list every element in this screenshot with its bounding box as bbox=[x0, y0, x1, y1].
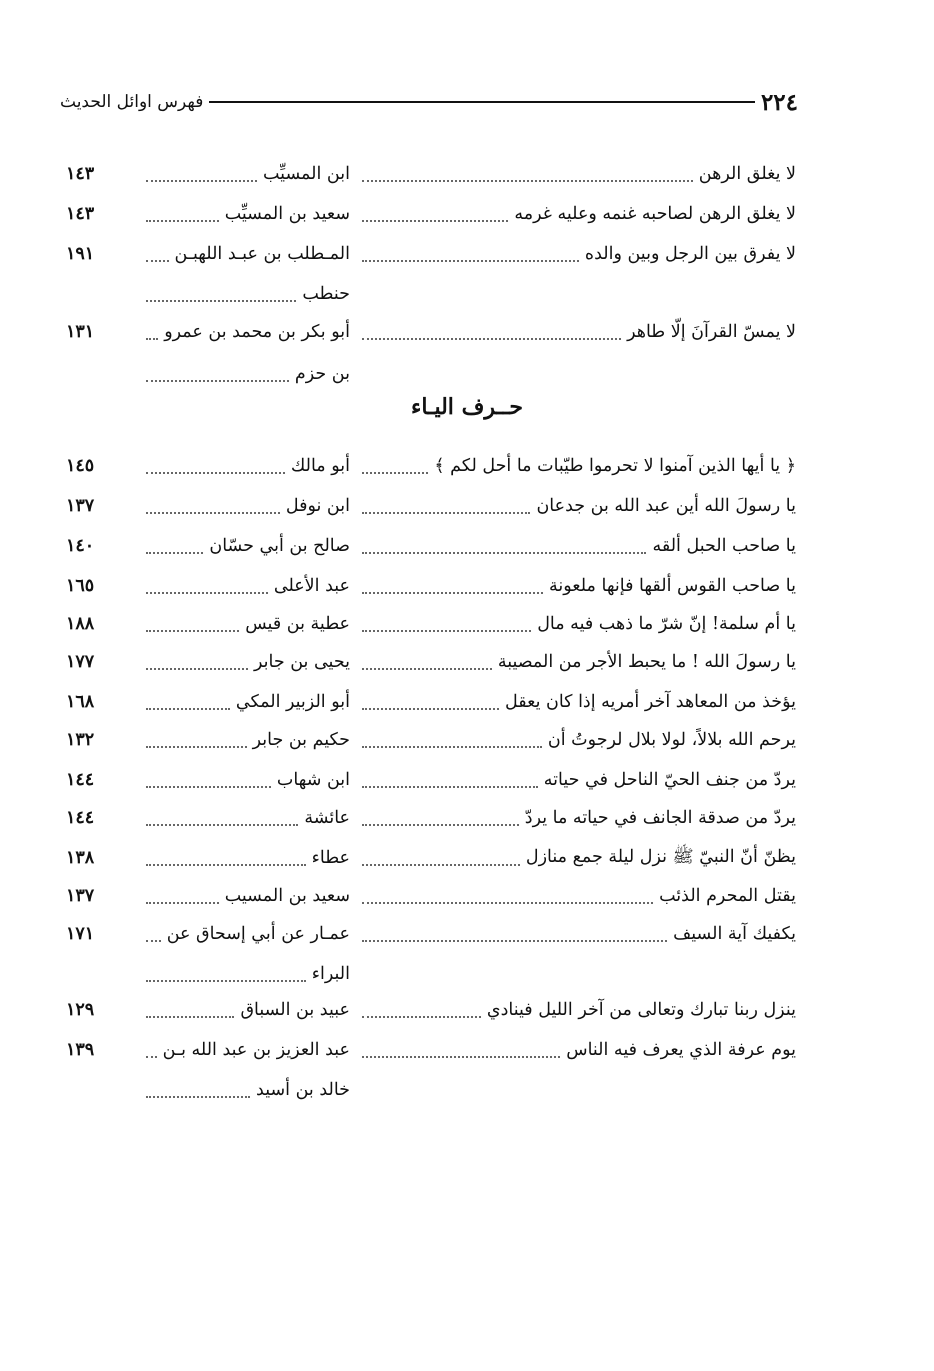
hadith-cell bbox=[356, 448, 796, 484]
leader-dots bbox=[146, 166, 257, 182]
hadith-text: يردّ من جنف الحيّ الناحل في حياته bbox=[543, 770, 796, 790]
page-ref: ١٤٠ bbox=[66, 536, 95, 556]
page-ref: ١٣٢ bbox=[66, 730, 95, 750]
index-entry bbox=[0, 488, 934, 524]
leader-dots bbox=[362, 654, 492, 670]
narrator-text: عمـار عن أبي إسحاق عن bbox=[166, 924, 350, 944]
hadith-cell bbox=[356, 488, 796, 524]
page-ref: ١٤٥ bbox=[66, 456, 95, 476]
page-ref bbox=[66, 276, 128, 312]
leader-dots bbox=[362, 206, 508, 222]
hadith-text: لا يغلق الرهن bbox=[698, 164, 796, 184]
page-ref: ١٤٤ bbox=[66, 808, 95, 828]
leader-dots bbox=[146, 732, 247, 748]
narrator-cell bbox=[140, 488, 350, 524]
narrator-text: عبد الأعلى bbox=[273, 576, 350, 596]
hadith-text: يا صاحب الحبل ألقه bbox=[652, 536, 796, 556]
narrator-cell bbox=[140, 606, 350, 642]
page-ref: ١٤٣ bbox=[66, 164, 95, 184]
index-entry bbox=[0, 314, 934, 350]
hadith-text: يقتل المحرم الذئب bbox=[659, 886, 796, 906]
narrator-text: عبيد بن السباق bbox=[240, 1000, 350, 1020]
index-entry bbox=[0, 722, 934, 758]
leader-dots bbox=[146, 498, 280, 514]
index-entry bbox=[0, 762, 934, 798]
hadith-text: يوم عرفة الذي يعرف فيه الناس bbox=[566, 1040, 796, 1060]
hadith-cell bbox=[356, 356, 796, 392]
index-entry bbox=[0, 684, 934, 720]
leader-dots bbox=[362, 926, 667, 942]
page-ref: ١٦٨ bbox=[66, 692, 95, 712]
hadith-text: ﴿ يا أيها الذين آمنوا لا تحرموا طيّبات ما أحل لكم ﴾ bbox=[434, 456, 796, 476]
hadith-text: يا أم سلمة! إنّ شرّ ما ذهب فيه مال bbox=[537, 614, 796, 634]
hadith-cell bbox=[356, 722, 796, 758]
leader-dots bbox=[146, 366, 289, 382]
running-title: فهرس اوائل الحديث bbox=[60, 92, 204, 112]
index-entry bbox=[0, 196, 934, 232]
index-entry bbox=[0, 156, 934, 192]
page-ref: ١٤٣ bbox=[66, 204, 95, 224]
page-ref: ١٦٥ bbox=[66, 576, 95, 596]
hadith-cell bbox=[356, 800, 796, 836]
page-ref: ١٧١ bbox=[66, 924, 95, 944]
hadith-text: لا يغلق الرهن لصاحبه غنمه وعليه غرمه bbox=[514, 204, 796, 224]
leader-dots bbox=[362, 1042, 560, 1058]
section-heading bbox=[0, 394, 934, 434]
section-title-text: حــرف اليـاء bbox=[410, 394, 524, 420]
narrator-cell bbox=[140, 236, 350, 272]
hadith-text: يا رسولَ الله أين عبد الله بن جدعان bbox=[536, 496, 796, 516]
index-entry bbox=[0, 606, 934, 642]
narrator-cell bbox=[140, 684, 350, 720]
leader-dots bbox=[362, 850, 520, 866]
leader-dots bbox=[146, 538, 203, 554]
leader-dots bbox=[146, 286, 296, 302]
page-ref: ١٢٩ bbox=[66, 1000, 95, 1020]
hadith-cell bbox=[356, 196, 796, 232]
narrator-cell bbox=[140, 1032, 350, 1068]
narrator-text: ابن نوفل bbox=[285, 496, 350, 516]
hadith-cell bbox=[356, 762, 796, 798]
hadith-text: يا رسولَ الله ! ما يحبط الأجر من المصيبة bbox=[497, 652, 796, 672]
narrator-text: بن حزم bbox=[294, 364, 350, 384]
leader-dots bbox=[146, 810, 298, 826]
narrator-cell bbox=[140, 762, 350, 798]
index-entry bbox=[0, 1032, 934, 1068]
leader-dots bbox=[146, 966, 306, 982]
narrator-cell bbox=[140, 356, 350, 392]
leader-dots bbox=[362, 772, 538, 788]
hadith-text: يكفيك آية السيف bbox=[673, 924, 796, 944]
narrator-text: حنطب bbox=[302, 284, 350, 304]
narrator-text: عبد العزيز بن عبد الله بـن bbox=[162, 1040, 350, 1060]
page-ref: ١٣٨ bbox=[66, 848, 95, 868]
narrator-text: يحيى بن جابر bbox=[253, 652, 350, 672]
page-ref: ١٣١ bbox=[66, 322, 95, 342]
leader-dots bbox=[146, 1002, 234, 1018]
narrator-text: أبو مالك bbox=[290, 456, 350, 476]
index-entry bbox=[0, 992, 934, 1028]
page-number: ٢٢٤ bbox=[760, 88, 798, 116]
page-ref: ١٣٧ bbox=[66, 496, 95, 516]
page-ref: ١٣٩ bbox=[66, 1040, 95, 1060]
narrator-cell bbox=[140, 568, 350, 604]
narrator-cell bbox=[140, 448, 350, 484]
hadith-text: يؤخذ من المعاهد آخر أمريه إذا كان يعقل bbox=[505, 692, 796, 712]
index-entry bbox=[0, 448, 934, 484]
leader-dots bbox=[146, 694, 230, 710]
hadith-cell bbox=[356, 684, 796, 720]
hadith-cell bbox=[356, 840, 796, 876]
page-ref: ١٣٧ bbox=[66, 886, 95, 906]
hadith-cell bbox=[356, 992, 796, 1028]
narrator-cell bbox=[140, 156, 350, 192]
leader-dots bbox=[146, 850, 306, 866]
hadith-cell bbox=[356, 276, 796, 312]
hadith-cell bbox=[356, 1032, 796, 1068]
index-entry bbox=[0, 644, 934, 680]
leader-dots bbox=[146, 246, 169, 262]
leader-dots bbox=[362, 324, 621, 340]
narrator-cell bbox=[140, 314, 350, 350]
leader-dots bbox=[146, 1082, 250, 1098]
hadith-cell bbox=[356, 528, 796, 564]
index-entry bbox=[0, 878, 934, 914]
hadith-text: يظنّ أنّ النبيّ ﷺ نزل ليلة جمع منازل bbox=[525, 847, 796, 867]
narrator-cell bbox=[140, 800, 350, 836]
narrator-text: حكيم بن جابر bbox=[252, 730, 350, 750]
leader-dots bbox=[146, 888, 219, 904]
leader-dots bbox=[362, 538, 646, 554]
narrator-text: أبو الزبير المكي bbox=[235, 692, 350, 712]
hadith-cell bbox=[356, 1072, 796, 1108]
leader-dots bbox=[146, 654, 248, 670]
leader-dots bbox=[362, 694, 499, 710]
index-entry bbox=[0, 956, 934, 992]
index-entry bbox=[0, 800, 934, 836]
leader-dots bbox=[362, 458, 428, 474]
leader-dots bbox=[146, 616, 239, 632]
hadith-text: يرحم الله بلالاً، لولا بلال لرجوتُ أن bbox=[547, 730, 796, 750]
leader-dots bbox=[146, 772, 271, 788]
page-ref: ١٤٤ bbox=[66, 770, 95, 790]
hadith-cell bbox=[356, 606, 796, 642]
narrator-text: خالد بن أسيد bbox=[256, 1080, 350, 1100]
narrator-cell bbox=[140, 528, 350, 564]
hadith-cell bbox=[356, 916, 796, 952]
page-ref: ١٩١ bbox=[66, 244, 95, 264]
index-entry bbox=[0, 1072, 934, 1108]
page-ref bbox=[66, 1072, 128, 1108]
narrator-cell bbox=[140, 1072, 350, 1108]
leader-dots bbox=[362, 616, 531, 632]
narrator-cell bbox=[140, 916, 350, 952]
index-entry bbox=[0, 236, 934, 272]
narrator-text: أبو بكر بن محمد بن عمرو bbox=[164, 322, 350, 342]
hadith-text: ينزل ربنا تبارك وتعالى من آخر الليل فينادي bbox=[486, 1000, 796, 1020]
narrator-cell bbox=[140, 878, 350, 914]
index-entry bbox=[0, 276, 934, 312]
leader-dots bbox=[146, 1042, 157, 1058]
page-ref bbox=[66, 956, 128, 992]
narrator-text: عطية بن قيس bbox=[245, 614, 350, 634]
narrator-cell bbox=[140, 840, 350, 876]
narrator-text: المـطلب بن عبـد اللهبـن bbox=[174, 244, 350, 264]
leader-dots bbox=[362, 1002, 481, 1018]
narrator-text: سعيد بن المسيِّب bbox=[224, 204, 350, 224]
leader-dots bbox=[362, 578, 543, 594]
narrator-text: ابن المسيِّب bbox=[262, 164, 350, 184]
hadith-text: يردّ من صدقة الجانف في حياته ما يردّ bbox=[524, 808, 796, 828]
narrator-cell bbox=[140, 992, 350, 1028]
page-header bbox=[60, 84, 798, 120]
leader-dots bbox=[362, 498, 530, 514]
leader-dots bbox=[146, 324, 158, 340]
hadith-cell bbox=[356, 644, 796, 680]
narrator-text: عطاء bbox=[311, 848, 350, 868]
narrator-text: البراء bbox=[311, 964, 350, 984]
narrator-cell bbox=[140, 956, 350, 992]
index-entry bbox=[0, 916, 934, 952]
hadith-text: لا يفرق بين الرجل وبين والده bbox=[584, 244, 796, 264]
narrator-text: سعيد بن المسيب bbox=[224, 886, 350, 906]
leader-dots bbox=[362, 246, 579, 262]
hadith-cell bbox=[356, 236, 796, 272]
leader-dots bbox=[146, 458, 285, 474]
index-entry bbox=[0, 356, 934, 392]
narrator-text: عائشة bbox=[304, 808, 350, 828]
page-ref: ١٧٧ bbox=[66, 652, 95, 672]
index-entry bbox=[0, 568, 934, 604]
narrator-cell bbox=[140, 276, 350, 312]
narrator-text: ابن شهاب bbox=[276, 770, 350, 790]
hadith-cell bbox=[356, 156, 796, 192]
hadith-cell bbox=[356, 314, 796, 350]
narrator-text: صالح بن أبي حسّان bbox=[209, 536, 350, 556]
narrator-cell bbox=[140, 196, 350, 232]
leader-dots bbox=[362, 810, 519, 826]
leader-dots bbox=[146, 578, 268, 594]
leader-dots bbox=[362, 732, 542, 748]
hadith-text: يا صاحب القوس ألقها فإنها ملعونة bbox=[549, 576, 796, 596]
leader-dots bbox=[362, 166, 693, 182]
narrator-cell bbox=[140, 722, 350, 758]
leader-dots bbox=[146, 926, 161, 942]
index-entry bbox=[0, 528, 934, 564]
leader-dots bbox=[362, 888, 653, 904]
index-entry bbox=[0, 840, 934, 876]
hadith-cell bbox=[356, 956, 796, 992]
hadith-cell bbox=[356, 878, 796, 914]
hadith-cell bbox=[356, 568, 796, 604]
page-ref: ١٨٨ bbox=[66, 614, 95, 634]
narrator-cell bbox=[140, 644, 350, 680]
page-ref bbox=[66, 356, 128, 392]
header-rule bbox=[209, 101, 755, 103]
hadith-text: لا يمسّ القرآنَ إلّا طاهر bbox=[627, 322, 796, 342]
leader-dots bbox=[146, 206, 219, 222]
